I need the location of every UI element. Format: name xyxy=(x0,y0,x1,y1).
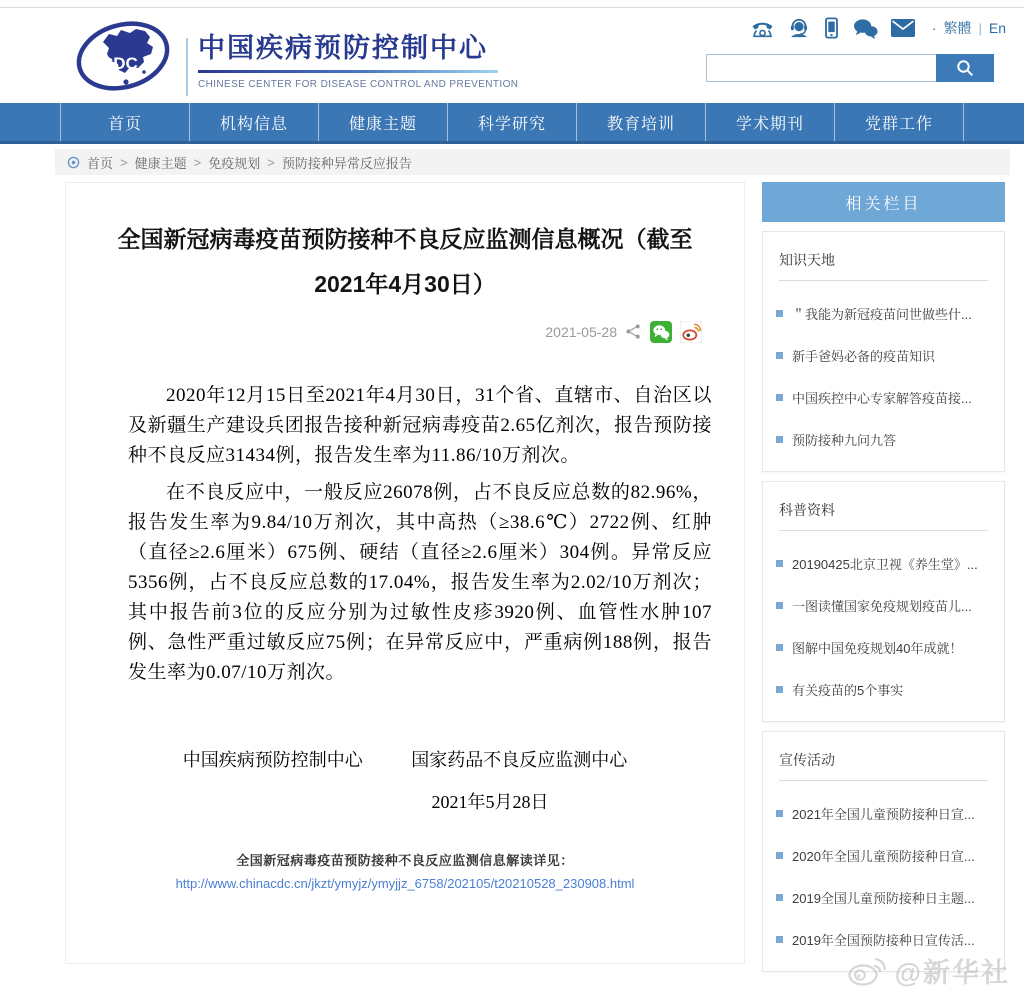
mail-icon[interactable] xyxy=(891,19,915,37)
sidebar-link-label: 2021年全国儿童预防接种日宣... xyxy=(792,807,975,822)
bullet-square-icon xyxy=(776,686,783,693)
sidebar-link-label: 一图读懂国家免疫规划疫苗儿... xyxy=(792,599,972,614)
article-meta xyxy=(66,321,702,343)
sidebar-header: 相关栏目 xyxy=(762,182,1005,222)
article-title: 全国新冠病毒疫苗预防接种不良反应监测信息概况（截至2021年4月30日） xyxy=(117,226,693,297)
cdc-logo-icon xyxy=(70,12,176,100)
article-paragraph: 2020年12月15日至2021年4月30日，31个省、直辖市、自治区以及新疆生产建设兵团报告接种新冠病毒疫苗2.65亿剂次，报告预防接种不良反应31434例，报告发生率为11.86/10万剂次。 xyxy=(128,384,712,466)
sidebar-link[interactable] xyxy=(776,930,991,949)
bullet-square-icon xyxy=(776,936,783,943)
article-body xyxy=(128,381,712,688)
sidebar-link-label: 20190425北京卫视《养生堂》... xyxy=(792,557,978,572)
header-divider xyxy=(186,38,188,96)
bullet-square-icon xyxy=(776,852,783,859)
signature-org-cdc: 中国疾病预防控制中心 xyxy=(182,749,363,770)
title-underline xyxy=(198,70,498,73)
site-title-block xyxy=(198,26,519,90)
article-date: 2021-05-28 xyxy=(545,323,617,340)
sidebar-section-title: 科普资料 xyxy=(779,500,988,531)
bullet-square-icon xyxy=(776,310,783,317)
search-input[interactable] xyxy=(706,54,936,82)
lang-separator: | xyxy=(978,20,982,36)
bullet-square-icon xyxy=(776,602,783,609)
weibo-icon xyxy=(847,955,889,987)
wechat-icon[interactable] xyxy=(853,18,878,39)
weibo-share-icon[interactable] xyxy=(680,321,702,343)
sidebar-link[interactable] xyxy=(776,638,991,657)
bullet-square-icon xyxy=(776,560,783,567)
breadcrumb-health-topics[interactable]: 健康主题 xyxy=(134,155,187,171)
watermark-text: @新华社 xyxy=(894,958,1010,988)
sidebar-link[interactable] xyxy=(776,596,991,615)
phone-icon[interactable] xyxy=(750,18,775,38)
customer-service-icon[interactable] xyxy=(788,17,810,39)
share-icon[interactable] xyxy=(625,323,642,340)
main-nav xyxy=(0,103,1024,144)
mobile-icon[interactable] xyxy=(823,17,840,39)
sidebar-link-label: 有关疫苗的5个事实 xyxy=(792,683,904,698)
article-paragraph: 在不良反应中，一般反应26078例，占不良反应总数的82.96%，报告发生率为9.84/10万剂次，其中高热（≥38.6℃）2722例、红肿（直径≥2.6厘米）675例、硬结（直径≥2.6厘米）304例。异常反应5356例，占不良反应总数的17.04%，报告发生率为2.02/10万剂次；其中报告前3位的反应分别为过敏性皮疹3920例、血管性水肿107例、急性严重过敏反应75例；在异常反应中，严重病例188例，报告发生率为0.07/10万剂次。 xyxy=(128,481,712,683)
language-switch xyxy=(932,18,1006,38)
sidebar-link-label: ＂我能为新冠疫苗问世做些什... xyxy=(792,307,972,322)
sidebar-link[interactable] xyxy=(776,680,991,699)
breadcrumb-separator: > xyxy=(120,154,128,170)
bullet-square-icon xyxy=(776,394,783,401)
wechat-share-icon[interactable] xyxy=(650,321,672,343)
bullet-square-icon xyxy=(776,352,783,359)
bullet-square-icon xyxy=(776,644,783,651)
article-card xyxy=(65,182,745,964)
article-signature xyxy=(66,746,744,772)
lang-english-link[interactable]: En xyxy=(988,20,1006,36)
sidebar-link-label: 预防接种九问九答 xyxy=(792,433,897,448)
nav-item-home[interactable]: 首页 xyxy=(60,103,189,141)
breadcrumb-separator: > xyxy=(193,154,202,170)
sidebar-link-label: 2020年全国儿童预防接种日宣... xyxy=(792,849,975,864)
sidebar-link-label: 图解中国免疫规划40年成就！ xyxy=(792,641,963,656)
search-bar xyxy=(706,54,994,82)
breadcrumb-separator: > xyxy=(267,154,275,170)
sidebar-section-science xyxy=(762,481,1005,722)
sidebar-link-label: 新手爸妈必备的疫苗知识 xyxy=(792,349,936,364)
content-area xyxy=(0,175,1024,972)
search-icon xyxy=(956,59,974,77)
breadcrumb-immunization[interactable]: 免疫规划 xyxy=(208,155,261,171)
sidebar-section-title: 知识天地 xyxy=(779,250,988,281)
sidebar-link-label: 2019年全国预防接种日宣传活... xyxy=(792,933,975,948)
article-footer-link[interactable]: http://www.chinacdc.cn/jkzt/ymyjz/ymyjjz_6758/202105/t20210528_230908.html xyxy=(175,875,635,891)
sidebar-section-knowledge xyxy=(762,231,1005,472)
nav-item-party[interactable]: 党群工作 xyxy=(834,103,964,141)
sidebar-section-title: 宣传活动 xyxy=(779,750,988,781)
sidebar-link-label: 2019全国儿童预防接种日主题... xyxy=(792,891,975,906)
nav-item-journals[interactable]: 学术期刊 xyxy=(705,103,834,141)
header-utilities xyxy=(706,16,1006,82)
cdc-logo[interactable] xyxy=(70,12,176,105)
site-subtitle: CHINESE CENTER FOR DISEASE CONTROL AND PREVENTION xyxy=(198,79,519,90)
signature-org-ndmc: 国家药品不良反应监测中心 xyxy=(411,749,628,770)
sidebar-link[interactable] xyxy=(776,888,991,907)
nav-item-research[interactable]: 科学研究 xyxy=(447,103,576,141)
sidebar-link[interactable] xyxy=(776,346,991,365)
article-footer-note: 全国新冠病毒疫苗预防接种不良反应监测信息解读详见： xyxy=(236,852,574,868)
nav-item-org-info[interactable]: 机构信息 xyxy=(189,103,318,141)
lang-dot: · xyxy=(931,20,937,36)
site-header xyxy=(0,0,1024,103)
nav-item-education[interactable]: 教育培训 xyxy=(576,103,705,141)
sidebar-link[interactable] xyxy=(776,388,991,407)
sidebar-link[interactable] xyxy=(776,304,991,323)
breadcrumb xyxy=(55,149,1010,175)
breadcrumb-current-page[interactable]: 预防接种异常反应报告 xyxy=(281,155,412,171)
sidebar-link[interactable] xyxy=(776,430,991,449)
location-pin-icon xyxy=(67,156,80,169)
sidebar-link-label: 中国疾控中心专家解答疫苗接... xyxy=(792,391,972,406)
sidebar-link[interactable] xyxy=(776,846,991,865)
sidebar xyxy=(762,182,1005,972)
utility-icon-row xyxy=(706,16,1006,40)
bullet-square-icon xyxy=(776,436,783,443)
bullet-square-icon xyxy=(776,894,783,901)
sidebar-section-campaigns xyxy=(762,731,1005,972)
breadcrumb-home[interactable]: 首页 xyxy=(87,155,114,171)
signature-date: 2021年5月28日 xyxy=(431,791,549,812)
site-title: 中国疾病预防控制中心 xyxy=(198,33,488,63)
lang-traditional-link[interactable]: 繁體 xyxy=(943,20,972,36)
sidebar-link[interactable] xyxy=(776,554,991,573)
search-button[interactable] xyxy=(936,54,994,82)
svg-text:CDC: CDC xyxy=(101,54,138,73)
xinhua-watermark xyxy=(847,951,1010,990)
nav-item-health-topics[interactable]: 健康主题 xyxy=(318,103,447,141)
